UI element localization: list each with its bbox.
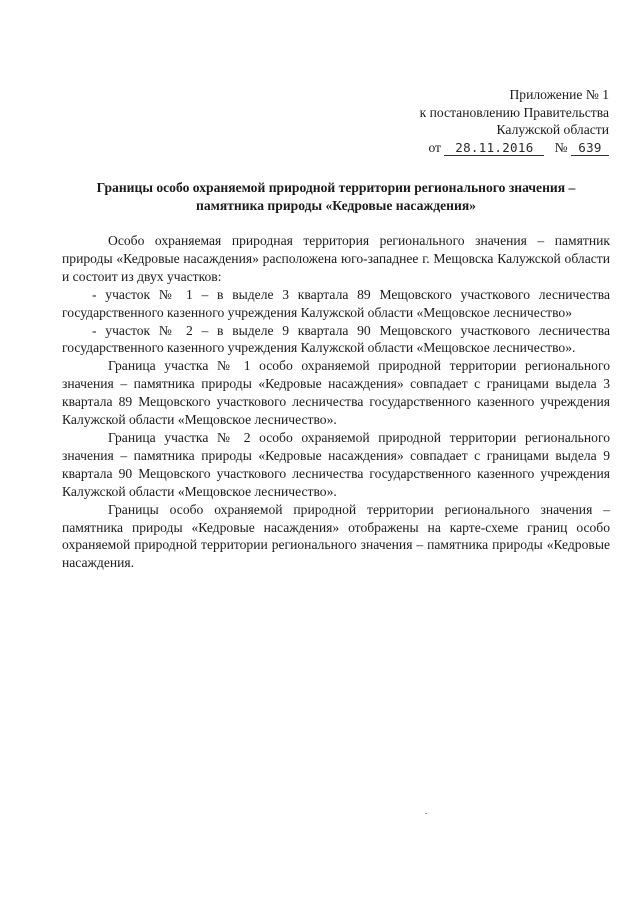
appendix-region-line: Калужской области	[496, 122, 609, 138]
paragraph-site-1: - участок № 1 – в выделе 3 квартала 89 Мещовского участкового лесничества государственного казенного учреждения Калужской области «Мещовское лесничество»	[62, 286, 610, 320]
paragraph-intro: Особо охраняемая природная территория регионального значения – памятник природы «Кедровые насаждения» расположена юго-западнее г. Мещовска Калужской области и состоит из двух участков:	[62, 233, 610, 284]
paragraph-boundary-2: Граница участка № 2 особо охраняемой природной территории регионального значения – памятника природы «Кедровые насаждения» совпадает с границами выдела 9 квартала 90 Мещовского участкового лесничества государственного казенного учреждения Калужской области «Мещовское лесничество».	[62, 429, 610, 499]
decree-date: 28.11.2016	[444, 141, 544, 156]
paragraph-map-reference: Границы особо охраняемой природной территории регионального значения – памятника природы «Кедровые насаждения» отображены на карте-схеме границ особо охраняемой природной территории регионального значения – памятника природы «Кедровые насаждения.	[62, 501, 610, 571]
appendix-title: Приложение № 1	[509, 87, 609, 102]
appendix-header	[420, 86, 609, 156]
appendix-decree-line: к постановлению Правительства	[419, 104, 609, 120]
document-heading	[62, 179, 610, 215]
number-prefix: №	[554, 139, 568, 155]
paragraph-site-2: - участок № 2 – в выделе 9 квартала 90 Мещовского участкового лесничества государственного казенного учреждения Калужской области «Мещовское лесничество».	[62, 322, 610, 356]
scan-speck	[425, 813, 427, 814]
date-prefix: от	[428, 139, 441, 155]
heading-line-1: Границы особо охраняемой природной территории регионального значения –	[96, 180, 576, 195]
paragraph-boundary-1: Граница участка № 1 особо охраняемой природной территории регионального значения – памятника природы «Кедровые насаждения» совпадает с границами выдела 3 квартала 89 Мещовского участкового лесничества государственного казенного учреждения Калужской области «Мещовское лесничество».	[62, 358, 610, 428]
decree-number: 639	[571, 141, 609, 156]
document-body	[62, 232, 610, 572]
appendix-date-number-row	[420, 139, 609, 157]
heading-line-2: памятника природы «Кедровые насаждения»	[196, 197, 476, 213]
